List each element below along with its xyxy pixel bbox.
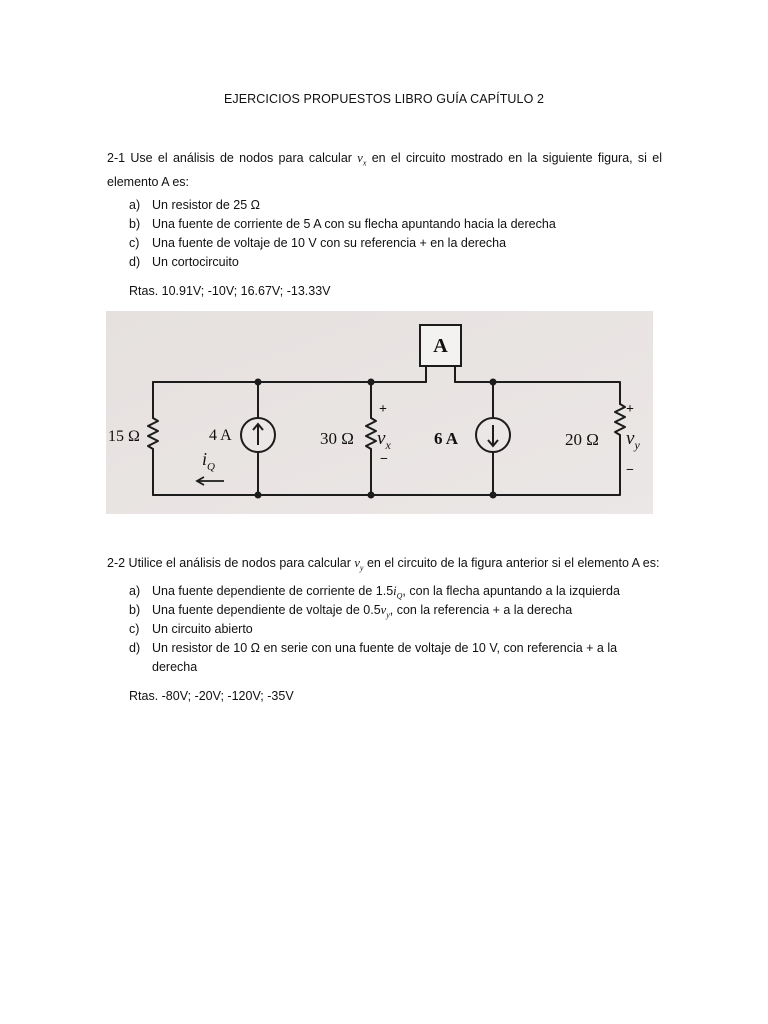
- problem-1-option-c: [107, 234, 667, 253]
- problem-1-answers: Rtas. 10.91V; -10V; 16.67V; -13.33V: [129, 284, 331, 298]
- current-source-6a: [476, 418, 510, 452]
- option-label: d): [129, 255, 141, 269]
- source-4a-label: 4 A: [209, 427, 232, 444]
- problem-1-options: [107, 196, 667, 272]
- option-label: b): [129, 217, 141, 231]
- source-6a-label: 6 A: [434, 429, 459, 448]
- problem-2-option-b: [107, 601, 667, 620]
- iq-label: $i_Q$: [202, 449, 215, 473]
- option-label: d): [129, 641, 141, 655]
- problem-1-option-d: [107, 253, 667, 272]
- option-text: Un cortocircuito: [152, 255, 239, 269]
- option-text: Una fuente dependiente de corriente de $1.5i_Q$, con la flecha apuntando a la izquierda: [152, 584, 620, 601]
- vy-minus: −: [626, 463, 634, 478]
- problem-2-option-d: [107, 639, 667, 677]
- vx-plus: +: [379, 402, 387, 417]
- vx-label: $v_x$: [377, 428, 391, 452]
- current-source-4a: [241, 418, 275, 452]
- resistor-20-label: 20 Ω: [565, 430, 599, 449]
- problem-2-statement: [107, 554, 667, 578]
- problem-2-option-a: [107, 582, 667, 601]
- option-label: a): [129, 584, 141, 598]
- problem-1-variable: $v_x$: [357, 151, 367, 168]
- resistor-15-label: 15 Ω: [108, 428, 140, 445]
- option-label: c): [129, 622, 140, 636]
- option-text: Un resistor de 25 Ω: [152, 198, 261, 212]
- problem-2-intro-start: 2-2 Utilice el análisis de nodos para calcular: [107, 556, 355, 570]
- problem-2-intro-end: en el circuito de la figura anterior si el elemento A es:: [363, 556, 660, 570]
- resistor-30-label: 30 Ω: [320, 429, 354, 448]
- problem-1-option-b: [107, 215, 667, 234]
- option-text: Una fuente de corriente de 5 A con su flecha apuntando hacia la derecha: [152, 217, 556, 231]
- problem-1-intro-end: en el circuito mostrado en la siguiente figura, si el elemento A es:: [107, 151, 663, 189]
- vy-plus: +: [626, 402, 634, 417]
- vx-minus: −: [380, 452, 388, 467]
- option-label: c): [129, 236, 140, 250]
- vy-label: $v_y$: [626, 428, 640, 452]
- option-label: a): [129, 198, 141, 212]
- problem-1-statement: [107, 149, 662, 192]
- option-text: Una fuente de voltaje de 10 V con su referencia + en la derecha: [152, 236, 507, 250]
- circuit-figure: [106, 311, 653, 514]
- option-label: b): [129, 603, 141, 617]
- option-text: Una fuente dependiente de voltaje de $0.5v_y$, con la referencia + a la derecha: [152, 603, 573, 620]
- problem-2-options: [107, 582, 667, 677]
- problem-2-answers: Rtas. -80V; -20V; -120V; -35V: [129, 689, 294, 703]
- problem-1-intro-start: 2-1 Use el análisis de nodos para calcular: [107, 151, 358, 165]
- option-text: Un circuito abierto: [152, 622, 253, 636]
- problem-2-option-c: [107, 620, 667, 639]
- problem-1-option-a: [107, 196, 667, 215]
- problem-2-variable: $v_y$: [354, 556, 364, 573]
- element-a-label: A: [433, 335, 448, 357]
- page-title: EJERCICIOS PROPUESTOS LIBRO GUÍA CAPÍTULO 2: [223, 92, 545, 106]
- option-text: Un resistor de 10 Ω en serie con una fuente de voltaje de 10 V, con referencia + a la derecha: [152, 641, 618, 674]
